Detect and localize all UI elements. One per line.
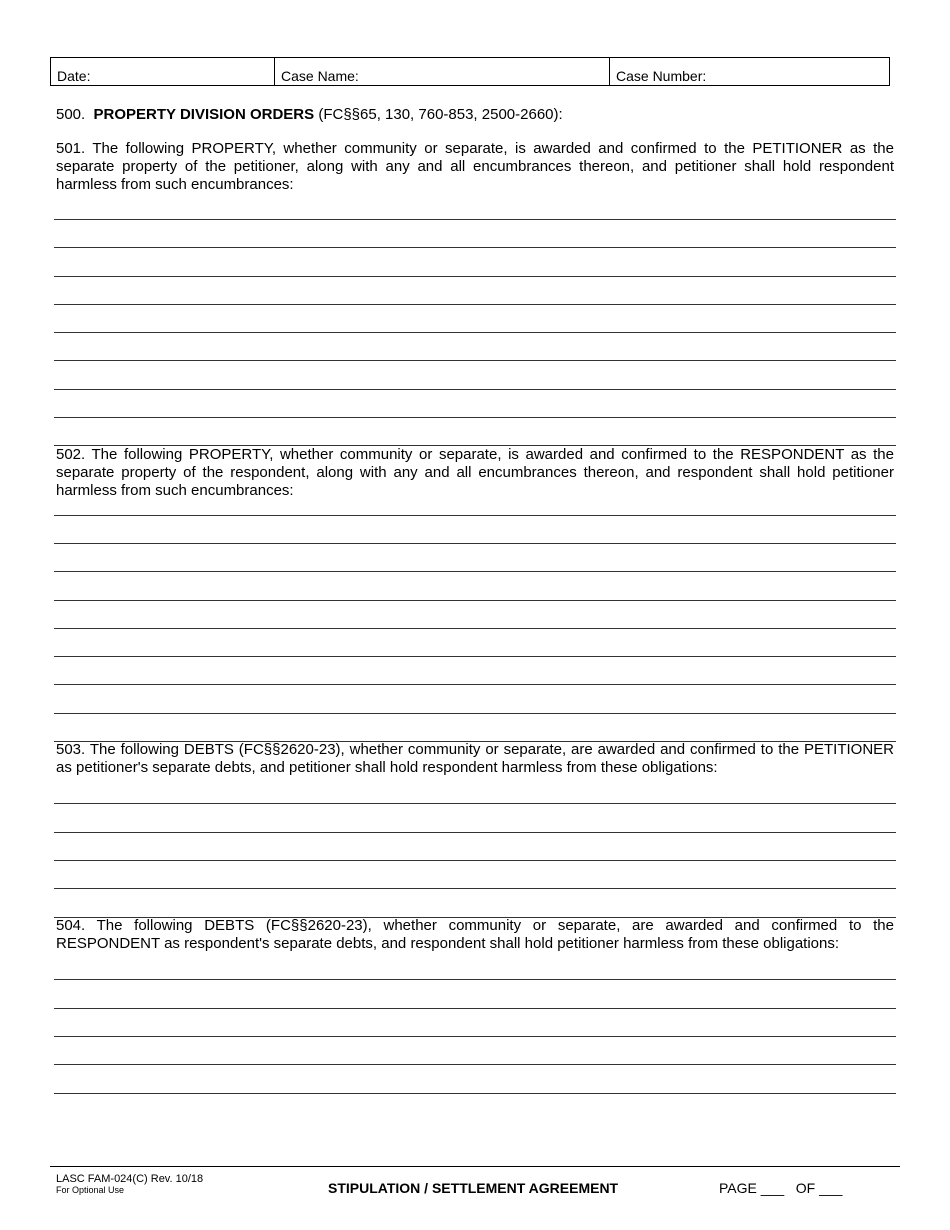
fill-line[interactable] xyxy=(54,1008,896,1009)
fill-line[interactable] xyxy=(54,803,896,804)
fill-line[interactable] xyxy=(54,1093,896,1094)
fill-line[interactable] xyxy=(54,1036,896,1037)
fill-line[interactable] xyxy=(54,888,896,889)
fill-line[interactable] xyxy=(54,860,896,861)
item-501-text: 501. The following PROPERTY, whether community or separate, is awarded and confirmed to the PETITIONER as the separate property of the petitioner, along with any and all encumbrances thereon, and petitioner shall hold respondent harmless from such encumbrances: xyxy=(56,140,894,193)
fill-line[interactable] xyxy=(54,360,896,361)
section-title: PROPERTY DIVISION ORDERS xyxy=(93,106,315,123)
fill-line[interactable] xyxy=(54,628,896,629)
item-502-text: 502. The following PROPERTY, whether community or separate, is awarded and confirmed to the RESPONDENT as the separate property of the respondent, along with any and all encumbrances thereon, and respondent shall hold petitioner harmless from such encumbrances: xyxy=(56,446,894,499)
fill-line[interactable] xyxy=(54,304,896,305)
case-header-table xyxy=(50,57,890,86)
footer-divider xyxy=(50,1166,900,1167)
fill-line[interactable] xyxy=(54,515,896,516)
case-number-field[interactable] xyxy=(610,58,889,85)
fill-line[interactable] xyxy=(54,219,896,220)
form-id: LASC FAM-024(C) Rev. 10/18 xyxy=(56,1173,204,1185)
fill-line[interactable] xyxy=(54,713,896,714)
fill-line[interactable] xyxy=(54,276,896,277)
fill-line[interactable] xyxy=(54,389,896,390)
fill-line[interactable] xyxy=(54,832,896,833)
item-503-text: 503. The following DEBTS (FC§§2620-23), whether community or separate, are awarded and confirmed to the PETITIONER as petitioner's separate debts, and petitioner shall hold respondent harmless from these obligations: xyxy=(56,741,894,776)
case-name-label: Case Name: xyxy=(281,68,359,84)
fill-line[interactable] xyxy=(54,417,896,418)
fill-line[interactable] xyxy=(54,979,896,980)
fill-line[interactable] xyxy=(54,684,896,685)
fill-line[interactable] xyxy=(54,600,896,601)
fill-line[interactable] xyxy=(54,247,896,248)
fill-line[interactable] xyxy=(54,571,896,572)
section-heading xyxy=(56,106,563,124)
date-field[interactable] xyxy=(51,58,275,85)
case-name-field[interactable] xyxy=(275,58,610,85)
date-label: Date: xyxy=(57,68,91,84)
item-504-text: 504. The following DEBTS (FC§§2620-23), whether community or separate, are awarded and confirmed to the RESPONDENT as respondent's separate debts, and respondent shall hold petitioner harmless from these obligations: xyxy=(56,917,894,952)
form-title: STIPULATION / SETTLEMENT AGREEMENT xyxy=(328,1180,619,1196)
fill-line[interactable] xyxy=(54,543,896,544)
page-number: PAGE ___ OF ___ xyxy=(719,1180,843,1196)
case-number-label: Case Number: xyxy=(616,68,707,84)
fill-line[interactable] xyxy=(54,1064,896,1065)
fill-line[interactable] xyxy=(54,332,896,333)
section-number: 500. xyxy=(56,106,86,123)
section-citation: (FC§§65, 130, 760-853, 2500-2660): xyxy=(318,106,563,123)
form-use-note: For Optional Use xyxy=(56,1185,125,1195)
fill-line[interactable] xyxy=(54,656,896,657)
